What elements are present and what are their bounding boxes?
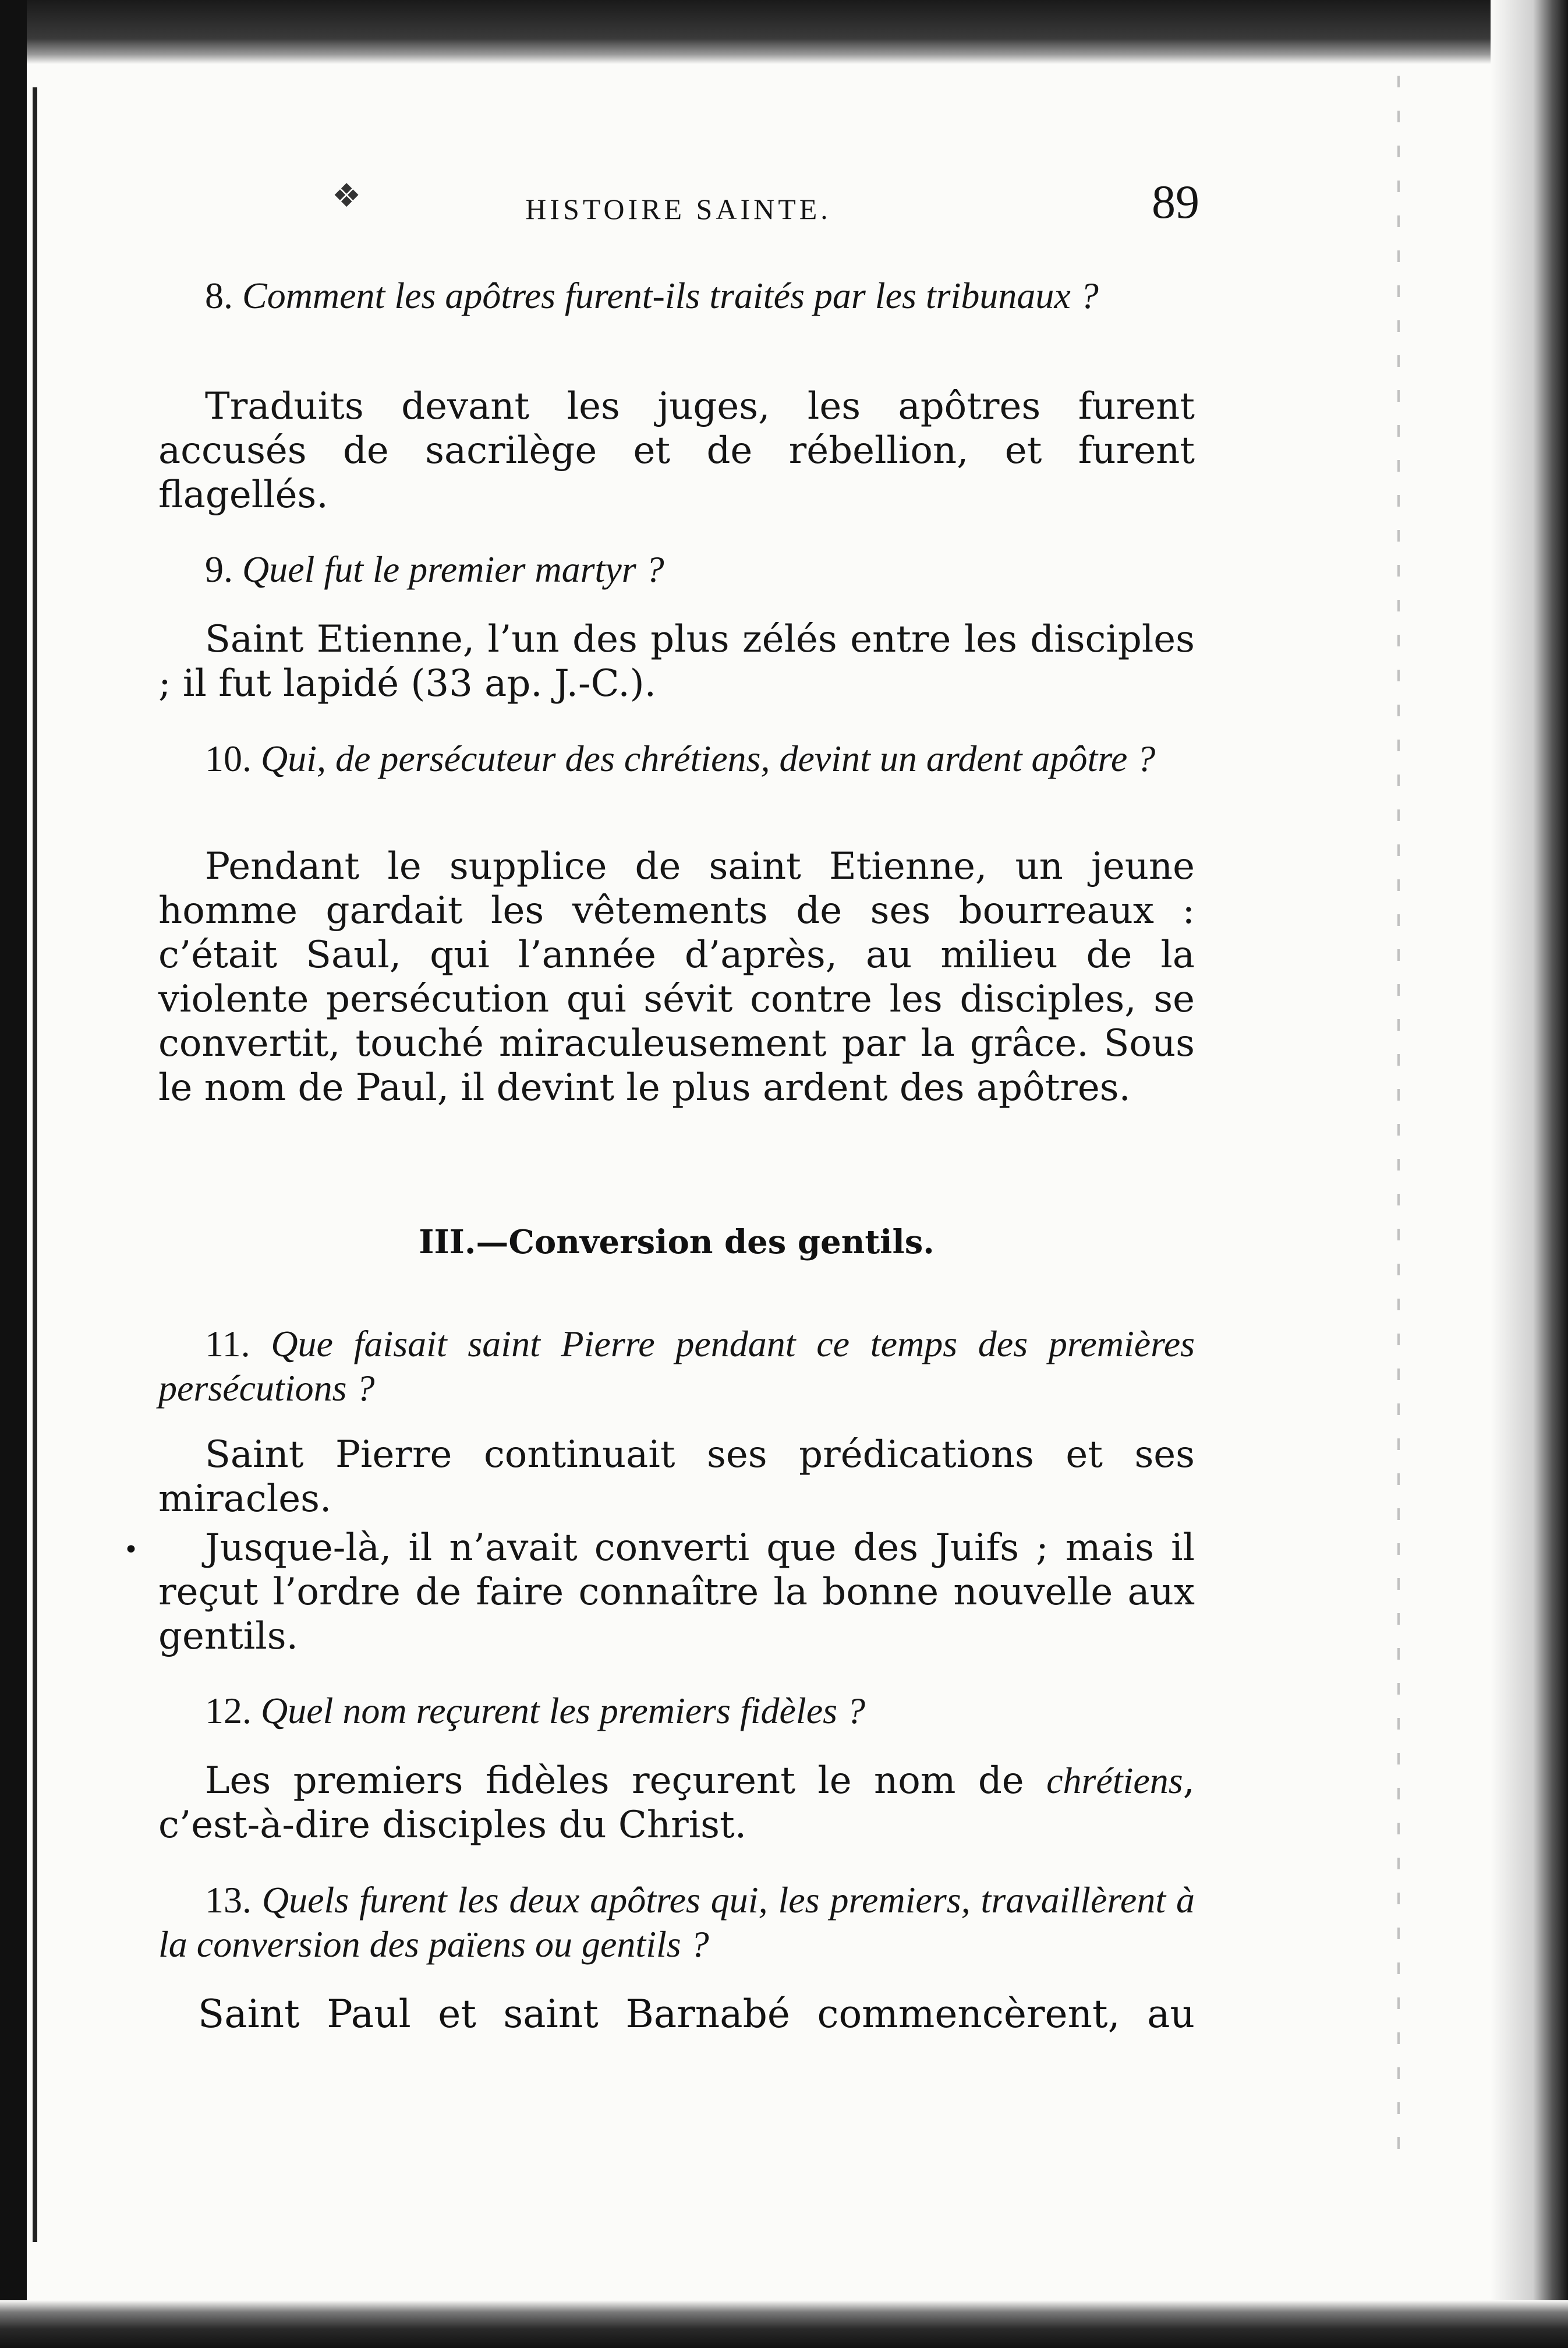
question-9 [158, 547, 1195, 592]
answer-text: Saint Etienne, l’un des plus zélés entre les disciples ; il fut lapidé (33 ap. J.-C.). [158, 618, 1195, 705]
question-number: 10. [205, 738, 252, 779]
answer-9 [158, 617, 1195, 706]
answer-12 [158, 1759, 1195, 1847]
answer-text: Jusque-là, il n’avait converti que des Juifs ; mais il reçut l’ordre de faire connaître la bonne nouvelle aux gentils. [158, 1526, 1195, 1658]
answer-emphasis: chrétiens [1046, 1760, 1183, 1801]
answer-10 [158, 844, 1195, 1110]
question-8 [158, 274, 1195, 318]
answer-8 [158, 384, 1195, 517]
page-gutter-marks [1397, 76, 1400, 2172]
section-heading: III.—Conversion des gentils. [419, 1223, 935, 1261]
answer-text: , c’est-à-dire disciples du Christ. [158, 1759, 1195, 1847]
answer-11-continued [158, 1526, 1195, 1659]
question-text: Quel nom reçurent les premiers fidèles ? [261, 1690, 865, 1731]
question-number: 13. [205, 1879, 252, 1921]
answer-13: Saint Paul et saint Barnabé commencèrent, au [198, 1992, 1195, 2036]
scan-border-right [1491, 0, 1568, 2348]
page-header [157, 175, 1199, 239]
question-text: Comment les apôtres furent-ils traités par les tribunaux ? [242, 275, 1099, 316]
scan-border-left [0, 0, 27, 2348]
question-number: 8. [205, 275, 233, 316]
answer-text: Saint Pierre continuait ses prédications et ses miracles. [158, 1433, 1195, 1520]
running-title: HISTOIRE SAINTE. [525, 193, 831, 225]
scan-border-bottom [0, 2300, 1568, 2348]
question-number: 9. [205, 549, 233, 590]
question-12 [158, 1689, 1195, 1733]
answer-text: Traduits devant les juges, les apôtres furent accusés de sacrilège et de rébellion, et furent flagellés. [158, 385, 1195, 517]
scan-border-top [0, 0, 1568, 64]
question-10 [158, 737, 1195, 781]
question-number: 12. [205, 1690, 252, 1731]
question-text: Quel fut le premier martyr ? [242, 549, 664, 590]
page-edge-line [33, 87, 37, 2242]
page-number: 89 [1152, 175, 1199, 228]
answer-text: Pendant le supplice de saint Etienne, un jeune homme gardait les vêtements de ses bourreaux : c’était Saul, qui l’année d’après, au milieu de la violente persécution qui sévit contre les disciples, se convertit, touché miraculeusement par la grâce. Sous le nom de Paul, il devint le plus ardent des apôtres. [158, 845, 1195, 1109]
question-text: Que faisait saint Pierre pendant ce temps des premières persécutions ? [158, 1323, 1195, 1409]
bullet-icon: • [123, 1535, 139, 1565]
question-text: Qui, de persécuteur des chrétiens, devint un ardent apôtre ? [261, 738, 1156, 779]
answer-text: Les premiers fidèles reçurent le nom de [205, 1759, 1047, 1802]
question-number: 11. [205, 1323, 250, 1364]
question-11 [158, 1322, 1195, 1410]
question-text: Quels furent les deux apôtres qui, les premiers, travaillèrent à la conversion des païens ou gentils ? [158, 1879, 1195, 1965]
ornament-icon: ❖ [332, 177, 362, 215]
question-13 [158, 1878, 1195, 1967]
answer-11 [158, 1433, 1195, 1521]
